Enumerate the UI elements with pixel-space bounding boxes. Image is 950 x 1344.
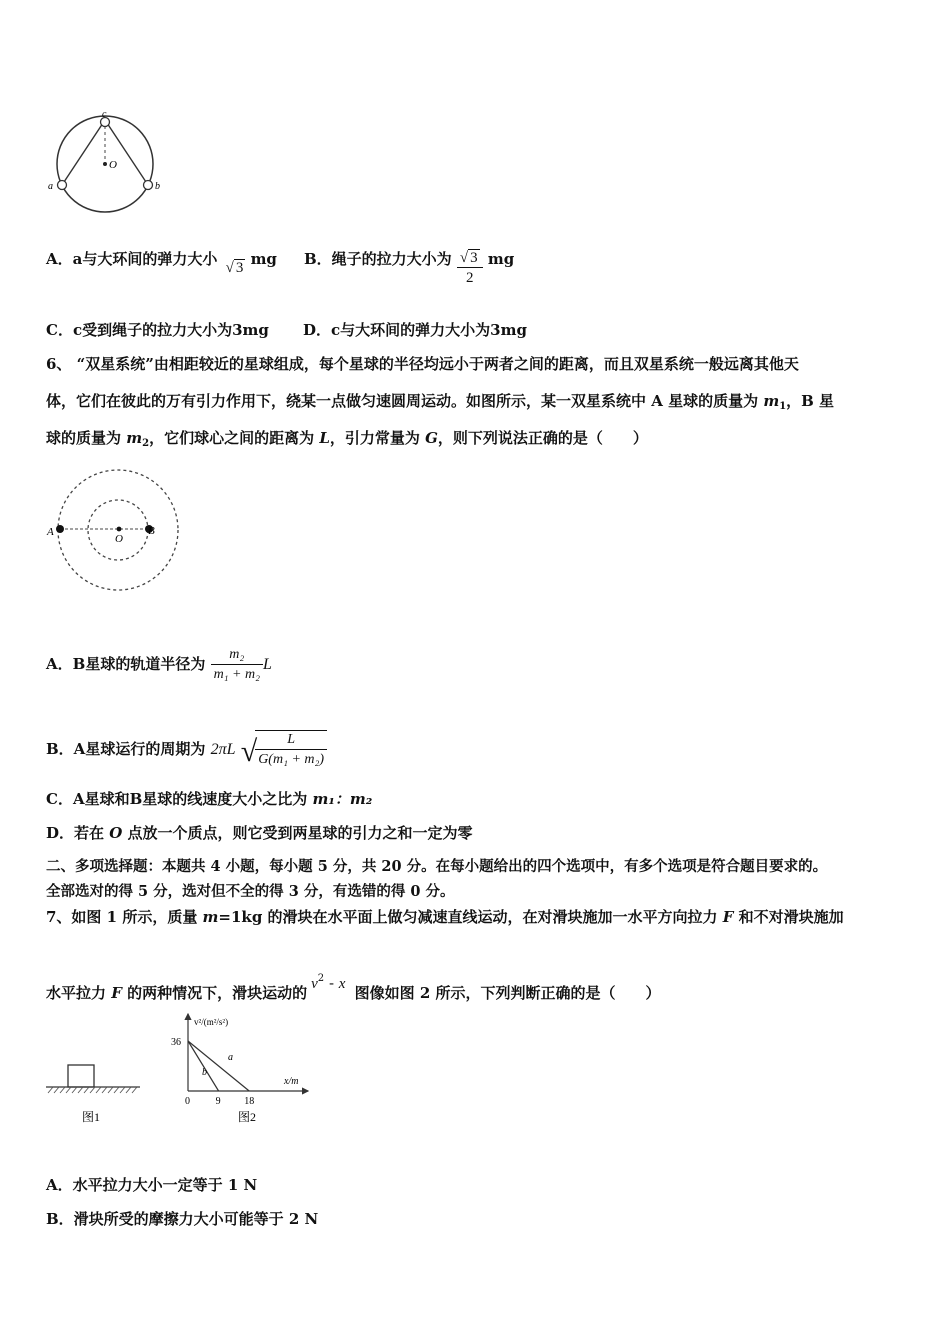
star-a	[56, 525, 64, 533]
q7-l2-b: 的两种情况下，滑块运动的	[121, 984, 308, 1002]
q6-d-suffix: 点放一个质点，则它受到两星球的引力之和一定为零	[122, 824, 473, 842]
series-b-line	[188, 1041, 219, 1091]
fig2-caption: 图2	[238, 1110, 257, 1124]
q6-l2-a: 体，它们在彼此的万有引力作用下，绕某一点做匀速圆周运动。如图所示，某一双星系统中 A 星球的质量为	[46, 392, 764, 410]
q5-b-fraction	[457, 249, 483, 288]
q6-stem-line-1: 6、 “双星系统”由相距较近的星球组成，每个星球的半径均远小于两者之间的距离，而且双星系统一般远离其他天	[46, 355, 799, 373]
q6-b-denominator: G(m₁ + m₂)	[258, 752, 325, 767]
x-axis-label: x/m	[284, 1076, 299, 1087]
q6-stem-line-2	[46, 390, 834, 418]
q7-dash: -	[324, 974, 339, 992]
q7-l2-c: 图像如图 2 所示，下列判断正确的是（ ）	[349, 984, 661, 1002]
q6-d-prefix: D．若在	[46, 824, 110, 842]
series-a-label: a	[228, 1052, 233, 1063]
q6-b-radical-sign: √	[240, 735, 258, 768]
q7-l2-a: 水平拉力	[46, 984, 112, 1002]
ground-hatch	[48, 1087, 137, 1093]
q6-a-numerator: m₂	[211, 646, 263, 665]
q7-option-a: A．水平拉力大小一定等于 1 N	[46, 1176, 258, 1194]
fig2-v2-x-graph	[168, 1010, 318, 1130]
bead-b	[144, 181, 153, 190]
q7-l1-a: 7、如图 1 所示，质量	[46, 908, 203, 926]
label-o: O	[109, 159, 117, 171]
q6-l3-sub: 2	[142, 438, 150, 449]
series-a-line	[188, 1041, 249, 1091]
q7-l1-m: m	[202, 908, 219, 926]
q6-a-fraction	[211, 646, 263, 685]
q6-option-d	[46, 822, 473, 844]
q6-option-b	[46, 730, 327, 770]
q6-l3-m: m	[126, 429, 143, 447]
q6-b-prefix: B．A星球运行的周期为	[46, 740, 206, 758]
q5-b-sqrt-value: 3	[470, 250, 478, 266]
q5-b-denominator: 2	[466, 270, 474, 286]
q5-a-prefix: A．a与大环间的弹力大小	[46, 250, 218, 268]
slider-block	[68, 1065, 94, 1087]
q6-l3-G: G	[425, 429, 438, 447]
star-b-label: B	[148, 525, 155, 537]
q5-a-sqrt: √ 3	[225, 260, 244, 276]
ring-figure	[44, 112, 166, 216]
fig1-caption: 图1	[82, 1110, 101, 1124]
q5-option-b	[304, 248, 514, 288]
q7-l2-F: F	[111, 984, 122, 1002]
q6-a-denominator: m₁ + m₂	[213, 667, 260, 682]
q7-stem-line-2	[46, 968, 661, 1004]
y-tick-label: 36	[171, 1037, 181, 1048]
q7-v2x-expression	[311, 968, 345, 995]
q7-x: x	[338, 976, 346, 992]
q6-c-ratio: m₁：m₂	[312, 790, 373, 808]
q7-stem-line-1	[46, 906, 844, 928]
q7-v: v	[311, 976, 318, 992]
fig1-block-on-ground	[44, 1062, 144, 1132]
center-o	[117, 527, 122, 532]
q6-l2-m: m	[763, 392, 780, 410]
q6-l3-b: ，它们球心之间的距离为	[149, 429, 320, 447]
q6-l2-b: ，B 星	[786, 392, 835, 410]
q7-l1-b: =1kg 的滑块在水平面上做匀减速直线运动，在对滑块施加一水平方向拉力	[218, 908, 723, 926]
rope-left	[62, 120, 105, 185]
q6-c-prefix: C．A星球和B星球的线速度大小之比为	[46, 790, 313, 808]
q6-a-prefix: A．B星球的轨道半径为	[46, 655, 206, 673]
q6-l3-L: L	[319, 429, 330, 447]
center-point	[103, 162, 107, 166]
q6-b-fraction	[255, 730, 327, 770]
center-o-label: O	[115, 533, 123, 545]
q5-b-prefix: B．绳子的拉力大小为	[304, 250, 452, 268]
section2-line-1: 二、多项选择题：本题共 4 小题，每小题 5 分，共 20 分。在每小题给出的四个选项中，有多个选项是符合题目要求的。	[46, 858, 828, 875]
origin-label: 0	[185, 1096, 190, 1107]
q6-option-a	[46, 646, 272, 685]
q6-l3-a: 球的质量为	[46, 429, 127, 447]
q7-option-b: B．滑块所受的摩擦力大小可能等于 2 N	[46, 1210, 319, 1228]
q6-l3-d: ，则下列说法正确的是（ ）	[437, 429, 648, 447]
y-axis-label: v²/(m²/s²)	[194, 1017, 229, 1027]
q5-a-sqrt-value: 3	[235, 260, 244, 276]
q7-v-sup: 2	[317, 973, 325, 984]
q5-option-c: C．c受到绳子的拉力大小为3mg	[46, 321, 269, 339]
q7-l1-F: F	[722, 908, 734, 926]
x-tick-label-9: 9	[215, 1096, 221, 1107]
q5-option-d: D．c与大环间的弹力大小为3mg	[303, 321, 527, 339]
q6-l3-c: ，引力常量为	[329, 429, 426, 447]
label-a: a	[48, 181, 53, 192]
star-a-label: A	[47, 526, 54, 538]
binary-star-figure	[44, 462, 190, 598]
q6-b-numerator: L	[255, 731, 327, 750]
label-c: c	[102, 112, 107, 120]
section2-line-2: 全部选对的得 5 分，选对但不全的得 3 分，有选错的得 0 分。	[46, 883, 455, 900]
q6-stem-line-3	[46, 427, 648, 455]
x-tick-label-18: 18	[244, 1096, 255, 1107]
q7-l1-c: 和不对滑块施加	[733, 908, 844, 926]
label-b: b	[155, 181, 160, 192]
q5-a-unit: mg	[250, 250, 277, 268]
q6-l2-sub: 1	[779, 401, 787, 412]
series-b-label: b	[202, 1067, 207, 1078]
q5-option-a	[46, 248, 277, 279]
q6-b-coef: 2πL	[210, 741, 236, 758]
q5-b-sqrt: √ 3	[459, 250, 478, 266]
q5-b-unit: mg	[487, 250, 515, 268]
rope-right	[105, 120, 148, 185]
q6-a-tail: L	[262, 656, 272, 673]
q6-option-c	[46, 788, 372, 810]
bead-a	[58, 181, 67, 190]
q6-d-o: O	[109, 824, 123, 842]
